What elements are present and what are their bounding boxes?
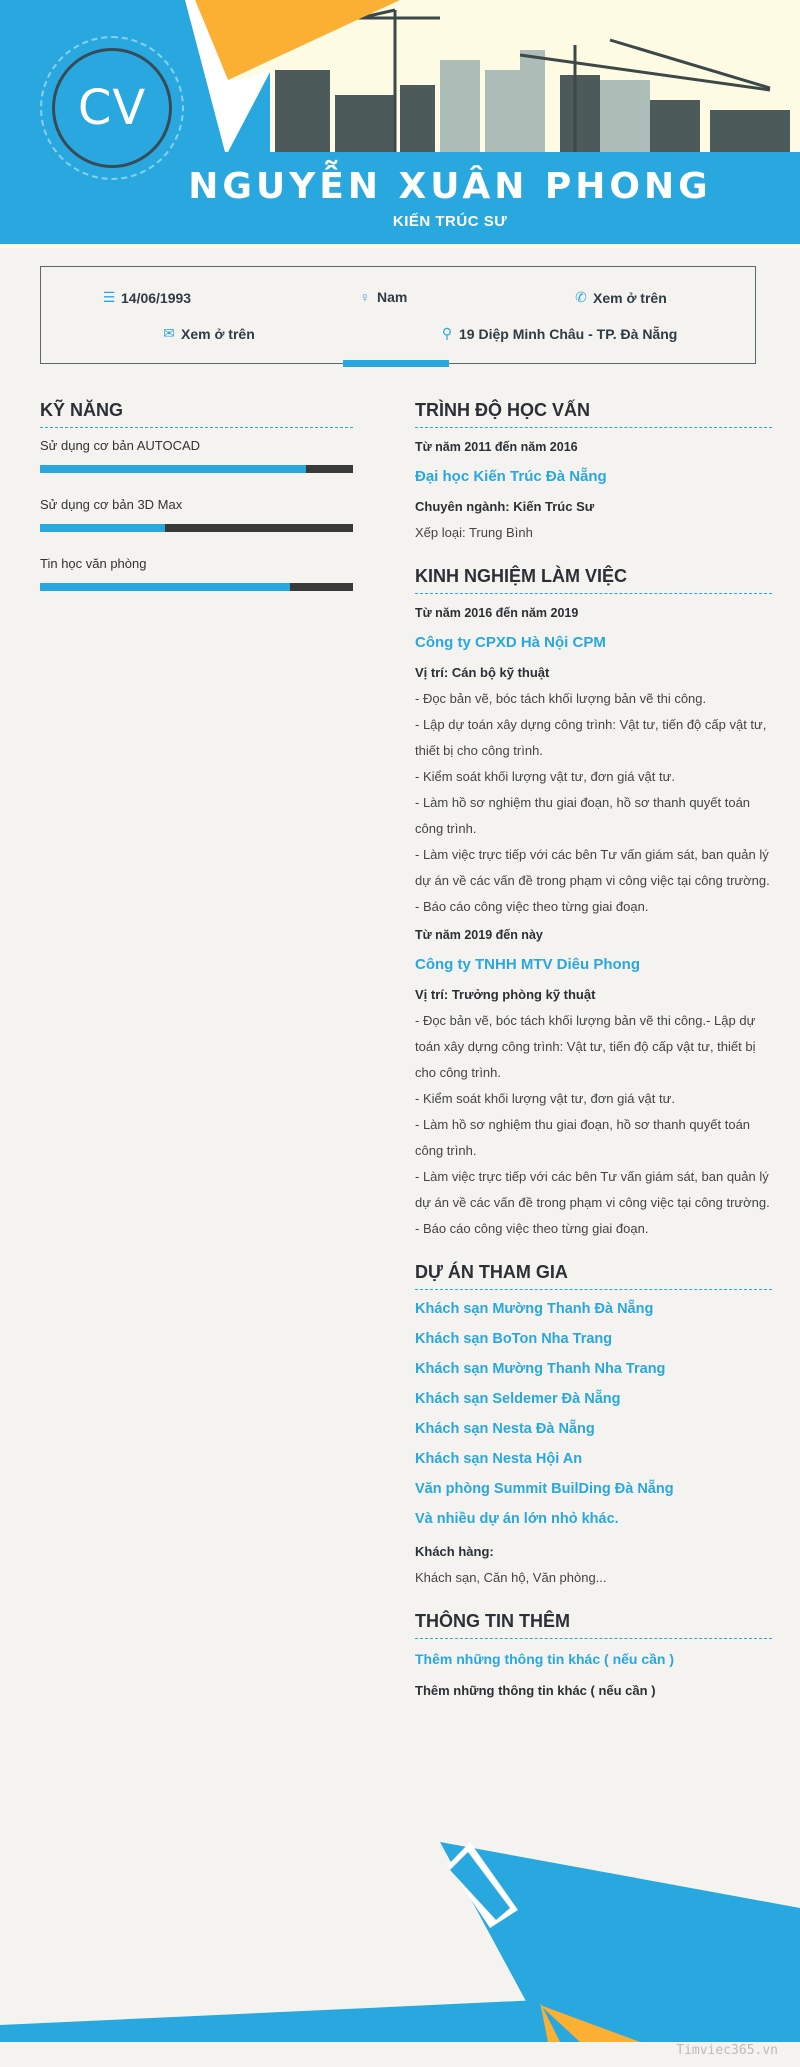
project-item: Khách sạn Mường Thanh Đà Nẵng	[415, 1301, 654, 1317]
job-item	[415, 606, 772, 920]
projects-list	[415, 1294, 772, 1534]
info-accent-bar	[343, 360, 449, 367]
job-position: Vị trí: Cán bộ kỹ thuật	[415, 665, 550, 680]
info-gender	[357, 289, 407, 305]
info-phone	[573, 289, 667, 306]
map-pin-icon: ⚲	[441, 325, 453, 341]
job-item	[415, 928, 772, 1242]
job-company: Công ty TNHH MTV Diêu Phong	[415, 956, 640, 973]
skill-item	[40, 556, 353, 591]
calendar-icon: ☰	[102, 289, 116, 305]
job-position: Vị trí: Trưởng phòng kỹ thuật	[415, 987, 596, 1002]
phone-icon: ✆	[575, 289, 587, 305]
personal-info-box	[40, 266, 756, 364]
skill-level	[40, 524, 165, 532]
phone-value: Xem ở trên	[593, 289, 667, 306]
info-email	[161, 325, 255, 342]
skill-name: Tin học văn phòng	[40, 556, 147, 571]
birthday-value: 14/06/1993	[121, 289, 192, 306]
cv-logo	[52, 48, 172, 168]
extra-section	[415, 1611, 772, 1698]
projects-title: DỰ ÁN THAM GIA	[415, 1262, 772, 1290]
education-school: Đại học Kiến Trúc Đà Nẵng	[415, 468, 607, 485]
gender-value: Nam	[377, 289, 408, 305]
education-period: Từ năm 2011 đến năm 2016	[415, 440, 578, 454]
watermark: Timviec365.vn	[676, 2043, 778, 2058]
projects-section	[415, 1262, 772, 1591]
skill-item	[40, 497, 353, 532]
experience-title: KINH NGHIỆM LÀM VIỆC	[415, 566, 772, 594]
cv-logo-text: CV	[77, 80, 147, 136]
education-major: Chuyên ngành: Kiến Trúc Sư	[415, 499, 595, 514]
skill-bar	[40, 465, 353, 473]
education-title: TRÌNH ĐỘ HỌC VẤN	[415, 400, 772, 428]
project-item: Khách sạn Nesta Đà Nẵng	[415, 1421, 595, 1437]
skill-name: Sử dụng cơ bản AUTOCAD	[40, 438, 201, 453]
candidate-name: NGUYỄN XUÂN PHONG	[188, 166, 712, 207]
info-address	[439, 325, 677, 342]
project-item: Khách sạn Seldemer Đà Nẵng	[415, 1391, 621, 1407]
candidate-role: KIẾN TRÚC SƯ	[392, 213, 508, 230]
clients-value: Khách sạn, Căn hộ, Văn phòng...	[415, 1570, 607, 1585]
job-period: Từ năm 2016 đến năm 2019	[415, 606, 579, 620]
footer-decoration	[0, 1820, 800, 2042]
project-item: Khách sạn BoTon Nha Trang	[415, 1331, 613, 1347]
main-column	[415, 400, 772, 1698]
extra-text: Thêm những thông tin khác ( nếu cần )	[415, 1683, 656, 1698]
skills-title: KỸ NĂNG	[40, 400, 353, 428]
skill-item	[40, 438, 353, 473]
info-birthday	[101, 289, 191, 306]
clients-label: Khách hàng:	[415, 1544, 494, 1559]
extra-title: THÔNG TIN THÊM	[415, 1611, 772, 1639]
education-section	[415, 400, 772, 546]
address-value: 19 Diệp Minh Châu - TP. Đà Nẵng	[459, 325, 678, 342]
project-item: Khách sạn Nesta Hội An	[415, 1451, 583, 1467]
job-period: Từ năm 2019 đến này	[415, 928, 543, 942]
experience-section	[415, 566, 772, 1242]
project-item: Văn phòng Summit BuilDing Đà Nẵng	[415, 1481, 674, 1497]
extra-heading: Thêm những thông tin khác ( nếu cần )	[415, 1651, 675, 1667]
skill-level	[40, 465, 306, 473]
education-grade: Xếp loại: Trung Bình	[415, 525, 533, 540]
skill-bar	[40, 583, 353, 591]
job-company: Công ty CPXD Hà Nội CPM	[415, 634, 606, 651]
skills-section	[40, 400, 353, 591]
gender-icon: ♀	[359, 289, 371, 305]
skill-bar	[40, 524, 353, 532]
header	[0, 0, 800, 248]
project-item: Khách sạn Mường Thanh Nha Trang	[415, 1361, 666, 1377]
skill-level	[40, 583, 290, 591]
email-value: Xem ở trên	[181, 325, 255, 342]
job-duties: - Đọc bản vẽ, bóc tách khối lượng bản vẽ thi công.- Lập dự toán xây dựng công trình: Vật tư, tiến độ cấp vật tư, thiết bị cho công trình. - Kiểm soát khối lượng vật tư, đơn giá vật tư. - Làm hồ sơ nghiệm thu giai đoạn, hồ sơ thanh quyết toán công trình. - Làm việc trực tiếp với các bên Tư vấn giám sát, ban quản lý dự án về các vấn đề trong phạm vi công việc tại công trường. - Báo cáo công việc theo từng giai đoạn.	[415, 1013, 770, 1236]
skill-name: Sử dụng cơ bản 3D Max	[40, 497, 183, 512]
envelope-icon: ✉	[163, 325, 175, 341]
project-item: Và nhiều dự án lớn nhỏ khác.	[415, 1511, 619, 1527]
job-duties: - Đọc bản vẽ, bóc tách khối lượng bản vẽ thi công. - Lập dự toán xây dựng công trình: Vật tư, tiến độ cấp vật tư, thiết bị cho công trình. - Kiểm soát khối lượng vật tư, đơn giá vật tư. - Làm hồ sơ nghiệm thu giai đoạn, hồ sơ thanh quyết toán công trình. - Làm việc trực tiếp với các bên Tư vấn giám sát, ban quản lý dự án về các vấn đề trong phạm vi công việc tại công trường. - Báo cáo công việc theo từng giai đoạn.	[415, 691, 770, 914]
